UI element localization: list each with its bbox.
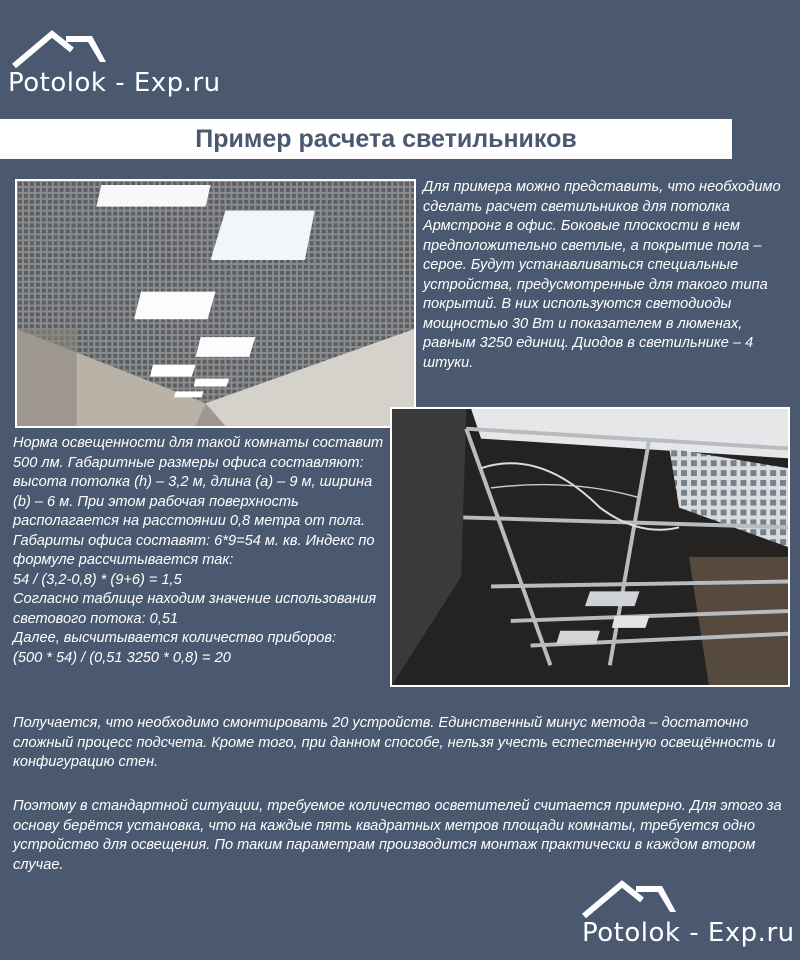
armstrong-ceiling-image: [17, 181, 414, 426]
conclusion-text: Поэтому в стандартной ситуации, требуемое количество осветителей считается примерно. Для этого за основу берётся установка, что на каждые пять квадратных метров площади комнаты, требуется одно устройство для освещения. По таким параметрам производится монтаж практически в каждом втором случае.: [13, 798, 782, 873]
ceiling-photo-frame: [390, 407, 790, 687]
intro-paragraph: [423, 178, 798, 373]
intro-text: Для примера можно представить, что необходимо сделать расчет светильников для потолка Армстронг в офис. Боковые плоскости в нем предположительно светлые, а покрытие пола – серое. Будут устанавливаться специальные устройства, предусмотренные для такого типа покрытий. В них используются светодиоды мощностью 30 Вт и показателем в люменах, равным 3250 единиц. Диодов в светильнике – 4 штуки.: [423, 179, 781, 371]
calculation-block: [13, 434, 385, 668]
device-count-formula: (500 * 54) / (0,51 3250 * 0,8) = 20: [13, 649, 231, 666]
result-text: Получается, что необходимо смонтировать 20 устройств. Единственный минус метода – достаточно сложный процесс подсчета. Кроме того, при данном способе, нельзя учесть естественную освещённость и конфигурацию стен.: [13, 715, 776, 770]
conclusion-paragraph: [13, 797, 788, 875]
top-logo[interactable]: [8, 28, 238, 100]
page-title: Пример расчета светильников: [195, 125, 577, 153]
brand-name: Potolok - Exp.ru: [8, 68, 221, 98]
ceiling-photo-armstrong: [15, 179, 416, 428]
room-index-formula: 54 / (3,2-0,8) * (9+6) = 1,5: [13, 571, 182, 588]
flux-usage-text: Согласно таблице находим значение использования светового потока: 0,51: [13, 591, 377, 627]
title-bar: [0, 119, 732, 159]
device-count-text: Далее, высчитывается количество приборов:: [13, 630, 336, 646]
result-paragraph: [13, 714, 788, 773]
ceiling-frame-image: [392, 409, 788, 685]
brand-name-bottom: Potolok - Exp.ru: [582, 918, 795, 948]
house-roof-icon: [10, 28, 110, 70]
bottom-logo[interactable]: [578, 878, 793, 954]
room-parameters-text: Норма освещенности для такой комнаты составит 500 лм. Габаритные размеры офиса составляют: высота потолка (h) – 3,2 м, длина (a) – 9 м, ширина (b) – 6 м. При этом рабочая поверхность располагается на расстоянии 0,8 метра от пола. Габариты офиса составят: 6*9=54 м. кв. Индекс по формуле рассчитывается так:: [13, 435, 384, 568]
house-roof-icon-bottom: [580, 878, 680, 920]
